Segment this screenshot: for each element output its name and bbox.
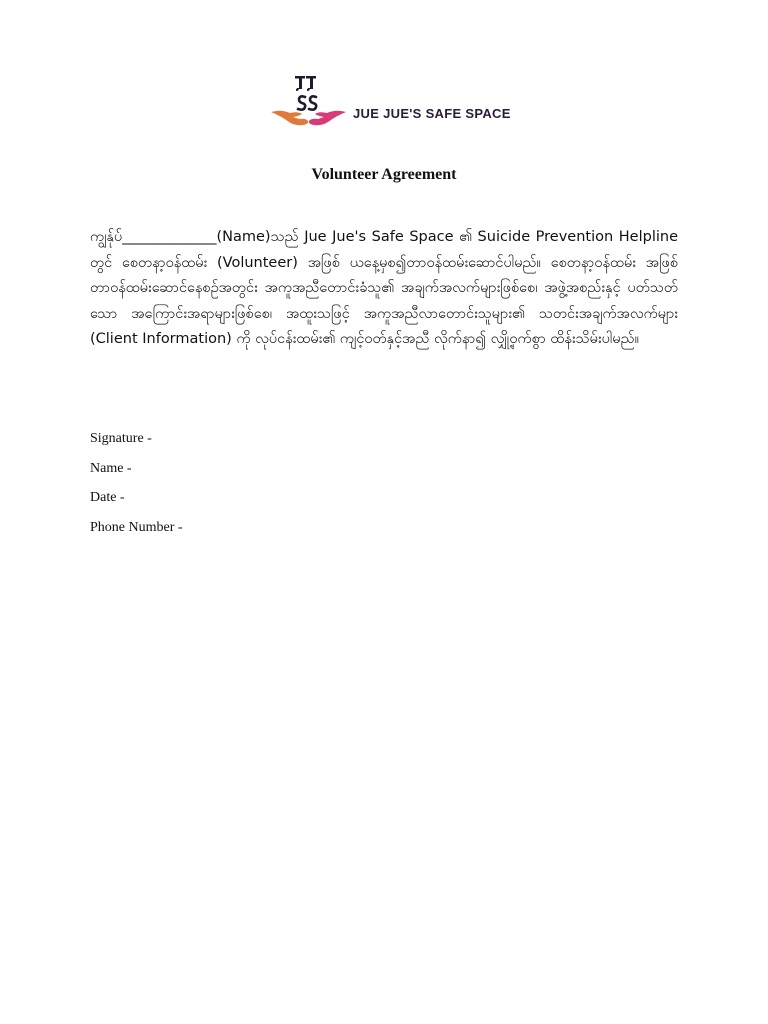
phone-number-field: Phone Number - — [90, 519, 183, 535]
monogram-mark — [295, 76, 316, 91]
logo-graphic — [268, 72, 508, 138]
organization-logo — [268, 72, 511, 138]
signature-field: Signature - — [90, 431, 152, 446]
page-title: Volunteer Agreement — [311, 166, 457, 183]
date-field: Date - — [90, 490, 125, 505]
agreement-paragraph: ကျွန်ုပ်_____________(Name)သည် Jue Jue's Safe Space ၏ Suicide Prevention Helpline တွင် စေတနာ့ဝန်ထမ်း (Volunteer) အဖြစ် ယနေ့မှစ၍တာဝန်ထမ်းဆောင်ပါမည်။ စေတနာ့ဝန်ထမ်း အဖြစ် တာဝန်ထမ်းဆောင်နေစဉ်အတွင်း အကူအညီတောင်းခံသူ၏ အချက်အလက်များဖြစ်စေ၊ အဖွဲ့အစည်းနှင့် ပတ်သတ်သော အကြောင်းအရာများဖြစ်စေ၊ အထူးသဖြင့် အကူအညီလာတောင်းသူများ၏ သတင်းအချက်အလက်များ (Client Information) ကို လုပ်ငန်းထမ်း၏ ကျင့်ဝတ်နှင့်အညီ လိုက်နာ၍ လျှို့ဝှက်စွာ ထိန်းသိမ်းပါမည်။ — [90, 229, 678, 347]
right-hand-graphic — [309, 111, 346, 125]
name-field: Name - — [90, 460, 132, 476]
logo-wordmark: JUE JUE'S SAFE SPACE — [353, 106, 511, 121]
left-hand-graphic — [271, 111, 308, 125]
signature-fields — [90, 428, 183, 546]
